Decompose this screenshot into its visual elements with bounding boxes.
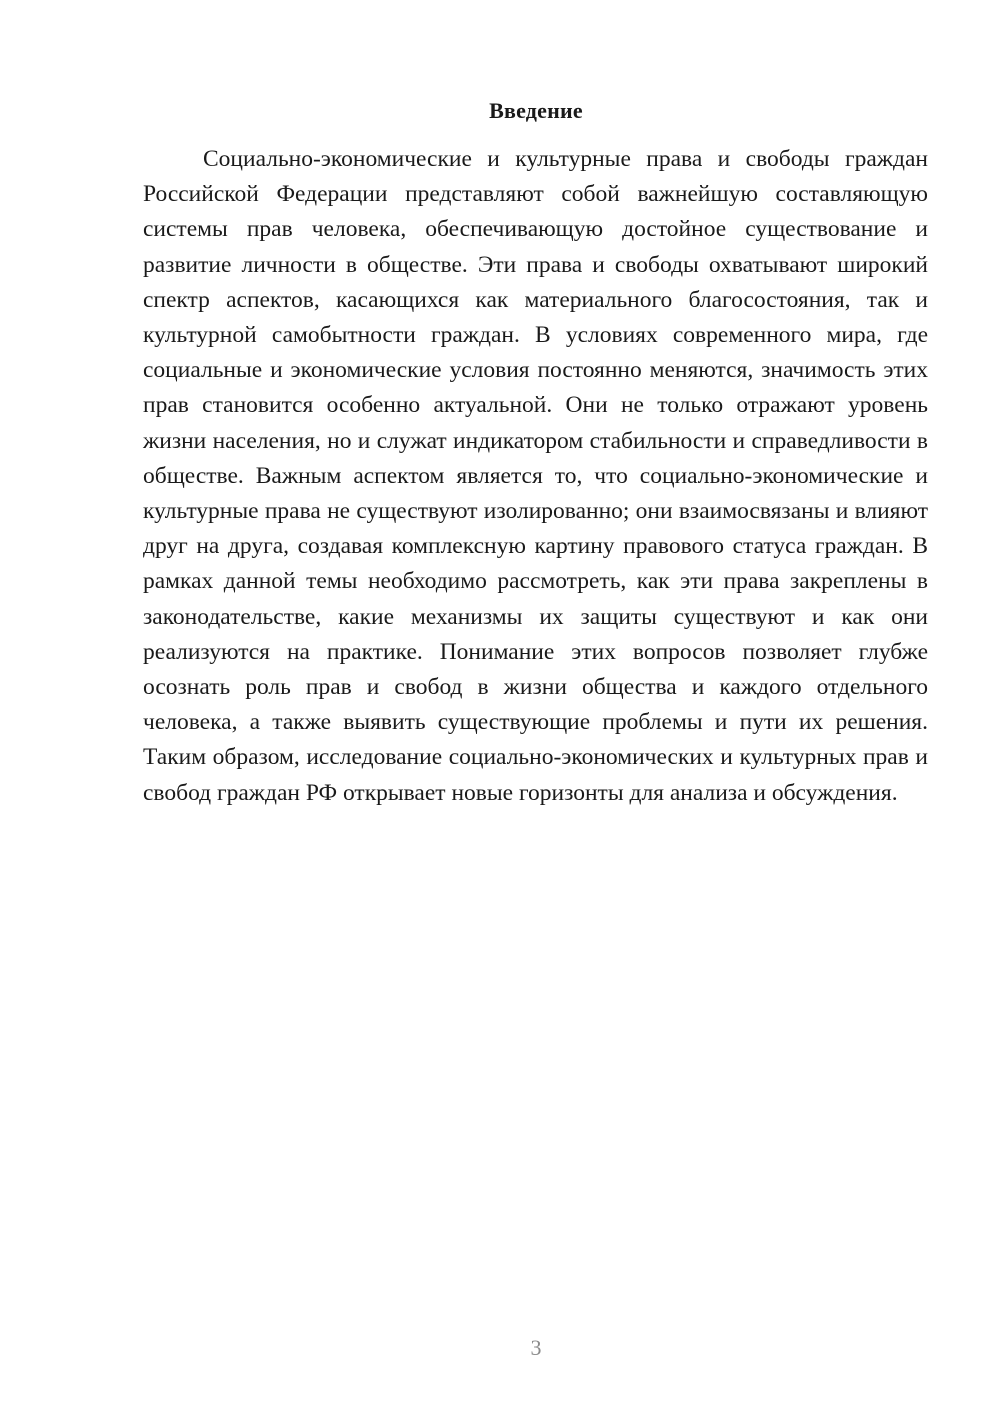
section-heading: Введение <box>489 98 583 123</box>
page-number: 3 <box>530 1335 542 1360</box>
introduction-paragraph: Социально-экономические и культурные права и свободы граждан Российской Федерации представляют собой важнейшую составляющую системы прав человека, обеспечивающую достойное существование и развитие личности в обществе. Эти права и свободы охватывают широкий спектр аспектов, касающихся как материального благосостояния, так и культурной самобытности граждан. В условиях современного мира, где социальные и экономические условия постоянно меняются, значимость этих прав становится особенно актуальной. Они не только отражают уровень жизни населения, но и служат индикатором стабильности и справедливости в обществе. Важным аспектом является то, что социально-экономические и культурные права не существуют изолированно; они взаимосвязаны и влияют друг на друга, создавая комплексную картину правового статуса граждан. В рамках данной темы необходимо рассмотреть, как эти права закреплены в законодательстве, какие механизмы их защиты существуют и как они реализуются на практике. Понимание этих вопросов позволяет глубже осознать роль прав и свобод в жизни общества и каждого отдельного человека, а также выявить существующие проблемы и пути их решения. Таким образом, исследование социально-экономических и культурных прав и свобод граждан РФ открывает новые горизонты для анализа и обсуждения. <box>143 146 928 806</box>
